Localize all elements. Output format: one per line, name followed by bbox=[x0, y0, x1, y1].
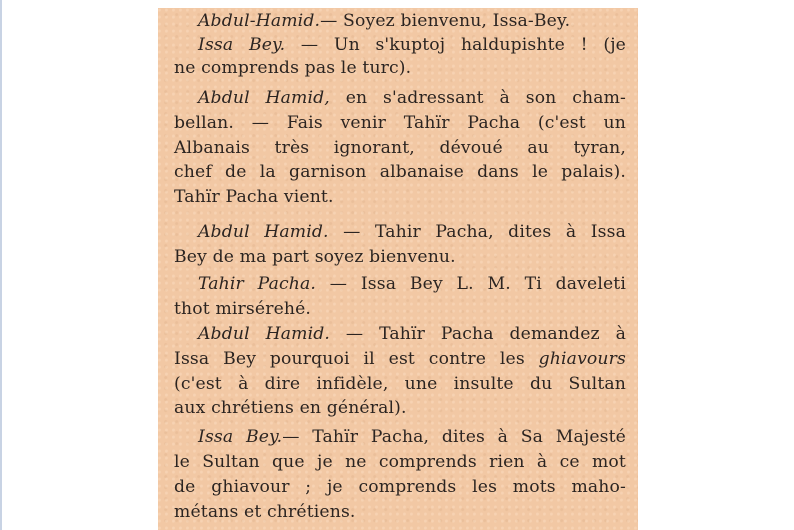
text-line bbox=[198, 87, 626, 109]
text-line bbox=[174, 476, 626, 498]
text-line bbox=[198, 10, 626, 32]
text-line bbox=[198, 273, 626, 295]
scanned-page bbox=[158, 8, 638, 530]
text-line bbox=[174, 298, 626, 320]
text-line bbox=[198, 323, 626, 345]
text-line bbox=[198, 221, 626, 243]
dialogue-text: (c'est à dire infidèle, une insulte du Sultan bbox=[174, 374, 626, 394]
dialogue-text: Issa Bey pourquoi il est contre les bbox=[174, 349, 539, 369]
dialogue-text: — Tahïr Pacha demandez à bbox=[330, 324, 626, 344]
text-line bbox=[198, 34, 626, 56]
text-line bbox=[174, 451, 626, 473]
italic-term: ghiavours bbox=[538, 349, 626, 369]
dialogue-text: chef de la garnison albanaise dans le palais). bbox=[174, 162, 626, 182]
dialogue-text: en s'adressant à son cham- bbox=[329, 88, 626, 108]
speaker-name: Issa Bey. bbox=[198, 35, 286, 55]
dialogue-text: Bey de ma part soyez bienvenu. bbox=[174, 247, 456, 267]
text-line bbox=[174, 137, 626, 159]
dialogue-text: ne comprends pas le turc). bbox=[174, 58, 412, 78]
dialogue-text: métans et chrétiens. bbox=[174, 502, 356, 522]
speaker-name: Abdul Hamid, bbox=[198, 88, 330, 108]
text-line bbox=[174, 348, 626, 370]
speaker-name: Abdul-Hamid. bbox=[198, 11, 321, 31]
text-line bbox=[174, 246, 626, 268]
dialogue-text: — Tahïr Pacha, dites à Sa Majesté bbox=[282, 427, 627, 447]
speaker-name: Tahir Pacha. bbox=[198, 274, 316, 294]
dialogue-text: Albanais très ignorant, dévoué au tyran, bbox=[174, 138, 626, 158]
text-line bbox=[174, 501, 626, 523]
speaker-name: Abdul Hamid. bbox=[198, 324, 331, 344]
speaker-name: Issa Bey. bbox=[198, 427, 283, 447]
dialogue-text: — Soyez bienvenu, Issa-Bey. bbox=[320, 11, 571, 31]
dialogue-text: aux chrétiens en général). bbox=[174, 398, 407, 418]
text-line bbox=[174, 373, 626, 395]
left-border-line bbox=[0, 0, 2, 530]
text-line bbox=[174, 161, 626, 183]
text-line bbox=[198, 426, 626, 448]
speaker-name: Abdul Hamid. bbox=[198, 222, 329, 242]
text-line bbox=[174, 397, 626, 419]
dialogue-text: — Tahir Pacha, dites à Issa bbox=[328, 222, 626, 242]
dialogue-text: Tahïr Pacha vient. bbox=[174, 187, 334, 207]
dialogue-text: de ghiavour ; je comprends les mots maho- bbox=[174, 477, 626, 497]
text-line bbox=[174, 112, 626, 134]
dialogue-text: — Un s'kuptoj haldupishte ! (je bbox=[285, 35, 627, 55]
dialogue-text: — Issa Bey L. M. Ti daveleti bbox=[316, 274, 626, 294]
text-line bbox=[174, 186, 626, 208]
dialogue-text: thot mirsérehé. bbox=[174, 299, 312, 319]
text-line bbox=[174, 57, 626, 79]
dialogue-text: bellan. — Fais venir Tahïr Pacha (c'est un bbox=[174, 113, 626, 133]
dialogue-text: le Sultan que je ne comprends rien à ce mot bbox=[174, 452, 626, 472]
